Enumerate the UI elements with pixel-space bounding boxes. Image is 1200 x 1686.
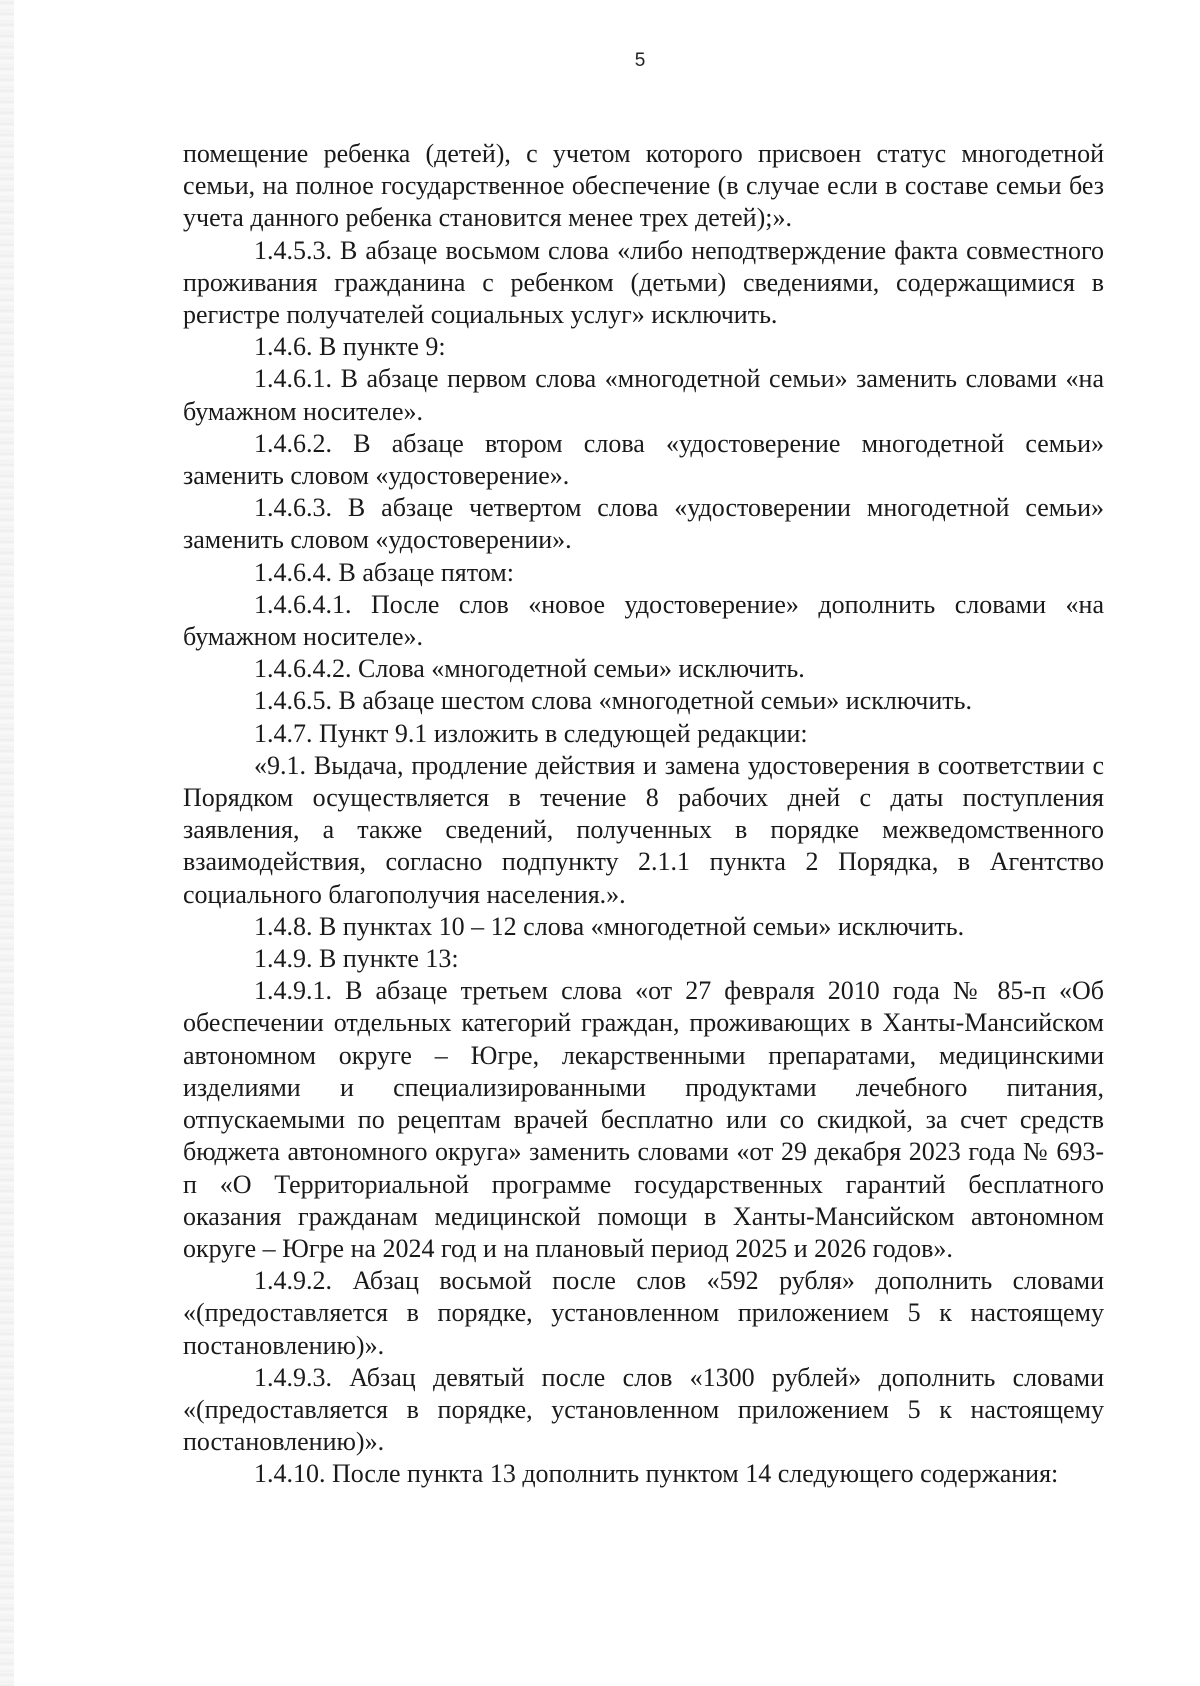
paragraph-1-4-10: 1.4.10. После пункта 13 дополнить пунктом 14 следующего содержания: xyxy=(254,1459,1059,1489)
paragraph-1-4-6-3: 1.4.6.3. В абзаце четвертом слова «удостоверении многодетной семьи» заменить словом «удостоверении». xyxy=(183,493,1104,555)
paragraph-1-4-5-3: 1.4.5.3. В абзаце восьмом слова «либо неподтверждение факта совместного проживания гражданина с ребенком (детьми) сведениями, содержащимися в регистре получателей социальных услуг» исключить. xyxy=(183,235,1104,330)
document-body xyxy=(183,138,1104,1491)
page-number: 5 xyxy=(634,50,646,71)
paragraph-continuation: помещение ребенка (детей), с учетом которого присвоен статус многодетной семьи, на полное государственное обеспечение (в случае если в составе семьи без учета данного ребенка становится менее трех детей);». xyxy=(183,139,1104,233)
paragraph-1-4-9-3: 1.4.9.3. Абзац девятый после слов «1300 рублей» дополнить словами «(предоставляется в порядке, установленном приложением 5 к настоящему постановлению)». xyxy=(183,1362,1104,1457)
paragraph-1-4-7: 1.4.7. Пункт 9.1 изложить в следующей редакции: xyxy=(254,718,808,748)
paragraph-1-4-8: 1.4.8. В пунктах 10 – 12 слова «многодетной семьи» исключить. xyxy=(254,911,965,941)
paragraph-1-4-6-5: 1.4.6.5. В абзаце шестом слова «многодетной семьи» исключить. xyxy=(254,686,973,716)
paragraph-1-4-6: 1.4.6. В пункте 9: xyxy=(254,332,446,362)
scan-edge-artifact xyxy=(0,0,14,1686)
paragraph-1-4-6-4: 1.4.6.4. В абзаце пятом: xyxy=(254,557,514,587)
paragraph-1-4-9-2: 1.4.9.2. Абзац восьмой после слов «592 рубля» дополнить словами «(предоставляется в порядке, установленном приложением 5 к настоящему постановлению)». xyxy=(183,1266,1104,1360)
paragraph-1-4-9-1: 1.4.9.1. В абзаце третьем слова «от 27 февраля 2010 года № 85-п «Об обеспечении отдельных категорий граждан, проживающих в Ханты-Мансийском автономном округе – Югре, лекарственными препаратами, медицинскими изделиями и специализированными продуктами лечебного питания, отпускаемыми по рецептам врачей бесплатно или со скидкой, за счет средств бюджета автономного округа» заменить словами «от 29 декабря 2023 года № 693-п «О Территориальной программе государственных гарантий бесплатного оказания гражданам медицинской помощи в Ханты-Мансийском автономном округе – Югре на 2024 год и на плановый период 2025 и 2026 годов». xyxy=(183,976,1104,1263)
paragraph-1-4-6-4-1: 1.4.6.4.1. После слов «новое удостоверение» дополнить словами «на бумажном носителе». xyxy=(183,589,1104,652)
paragraph-quoted-9-1: «9.1. Выдача, продление действия и замена удостоверения в соответствии с Порядком осуществляется в течение 8 рабочих дней с даты поступления заявления, а также сведений, полученных в порядке межведомственного взаимодействия, согласно подпункту 2.1.1 пункта 2 Порядка, в Агентство социального благополучия населения.». xyxy=(183,750,1104,909)
paragraph-1-4-6-4-2: 1.4.6.4.2. Слова «многодетной семьи» исключить. xyxy=(254,654,805,684)
paragraph-1-4-6-2: 1.4.6.2. В абзаце втором слова «удостоверение многодетной семьи» заменить словом «удостоверение». xyxy=(183,428,1104,491)
paragraph-1-4-6-1: 1.4.6.1. В абзаце первом слова «многодетной семьи» заменить словами «на бумажном носителе». xyxy=(183,364,1104,426)
paragraph-1-4-9: 1.4.9. В пункте 13: xyxy=(254,944,459,974)
